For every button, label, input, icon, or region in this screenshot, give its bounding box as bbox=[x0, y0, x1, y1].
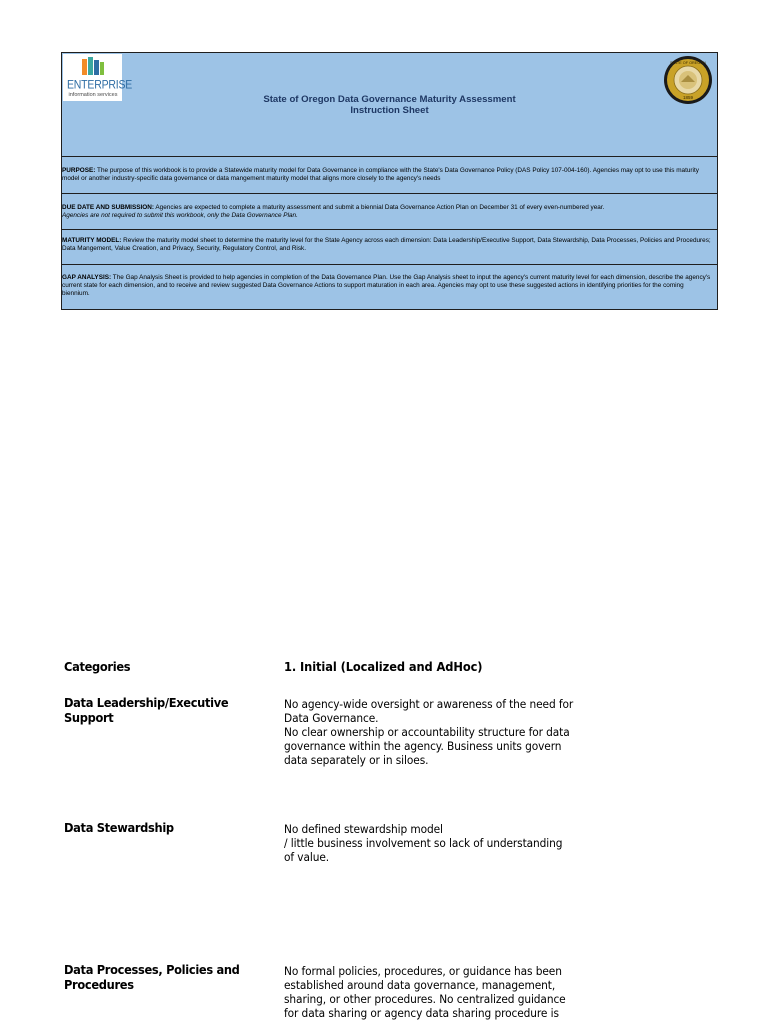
svg-text:STATE OF OREGON: STATE OF OREGON bbox=[670, 61, 706, 65]
due-date-row bbox=[62, 194, 717, 230]
categories-header: Categories bbox=[64, 660, 131, 674]
maturity-model-text: Review the maturity model sheet to determine the maturity level for the State Agency across each dimension: Data Leadership/Executive Support, Data Stewardship, Data Processes, Policies and Procedures; Data Mangement, Value Creation, and Privacy, Security, Regulatory Control, and Risk. bbox=[62, 237, 711, 253]
logo-word-information-services: information services bbox=[68, 92, 118, 98]
cell-line: Data Governance. bbox=[284, 711, 379, 725]
cell-line: No clear ownership or accountability structure for data bbox=[284, 725, 570, 739]
maturity-model-row bbox=[62, 230, 717, 265]
due-date-label: DUE DATE AND SUBMISSION: bbox=[62, 204, 154, 211]
maturity-model-label: MATURITY MODEL: bbox=[62, 237, 122, 244]
purpose-row bbox=[62, 157, 717, 194]
cell-line: sharing, or other procedures. No centralized guidance bbox=[284, 992, 566, 1006]
gap-analysis-row bbox=[62, 265, 717, 311]
gap-analysis-text: The Gap Analysis Sheet is provided to help agencies in completion of the Data Governance Plan. Use the Gap Analysis sheet to input the agency's current maturity level for each dimension, describe the agency's current state for each dimension, and to receive and review suggested Data Governance Actions to support maturation in each area. Agencies may opt to use these suggested actions in identifying priorities for the coming biennium. bbox=[62, 274, 711, 298]
page-subtitle: Instruction Sheet bbox=[350, 105, 429, 116]
instruction-sheet bbox=[61, 52, 718, 310]
purpose-text: The purpose of this workbook is to provide a Statewide maturity model for Data Governance in compliance with the State's Data Governance Policy (DAS Policy 107-004-160). Agencies may opt to use this maturity model or another industry-specific data governance or data mangement maturity model that aligns more closely to the agency's needs bbox=[62, 167, 699, 183]
cell-line: No agency-wide oversight or awareness of the need for bbox=[284, 697, 574, 711]
category-data-leadership: Data Leadership/Executive Support bbox=[64, 696, 229, 725]
level-1-data-processes bbox=[284, 964, 591, 1020]
category-line: Data Processes, Policies and bbox=[64, 963, 240, 977]
due-date-note: Agencies are not required to submit this workbook, only the Data Governance Plan. bbox=[62, 212, 298, 220]
gap-analysis-label: GAP ANALYSIS: bbox=[62, 274, 112, 281]
level-1-data-stewardship bbox=[284, 822, 591, 864]
page-title: State of Oregon Data Governance Maturity Assessment bbox=[263, 94, 516, 105]
sheet-header bbox=[62, 53, 717, 157]
category-line: Procedures bbox=[64, 977, 134, 992]
level-1-header: 1. Initial (Localized and AdHoc) bbox=[284, 660, 483, 674]
cell-line: No defined stewardship model bbox=[284, 822, 443, 836]
oregon-map-icon bbox=[80, 57, 106, 79]
cell-line: for data sharing or agency data sharing procedure is bbox=[284, 1006, 559, 1020]
category-data-stewardship: Data Stewardship bbox=[64, 821, 174, 835]
due-date-text: Agencies are expected to complete a maturity assessment and submit a biennial Data Governance Action Plan on December 31 of every even-numbered year. bbox=[153, 204, 605, 211]
cell-line: established around data governance, management, bbox=[284, 978, 556, 992]
cell-line: No formal policies, procedures, or guidance has been bbox=[284, 964, 562, 978]
sheet-titles bbox=[62, 94, 717, 116]
cell-line: data separately or in siloes. bbox=[284, 753, 429, 767]
cell-line: of value. bbox=[284, 850, 330, 864]
logo-word-enterprise: ENTERPRISE bbox=[67, 78, 133, 92]
level-1-data-leadership bbox=[284, 697, 591, 767]
cell-line: governance within the agency. Business units govern bbox=[284, 739, 562, 753]
category-data-processes bbox=[64, 963, 264, 992]
purpose-label: PURPOSE: bbox=[62, 167, 96, 174]
svg-text:1859: 1859 bbox=[682, 95, 694, 100]
cell-line: / little business involvement so lack of understanding bbox=[284, 836, 563, 850]
